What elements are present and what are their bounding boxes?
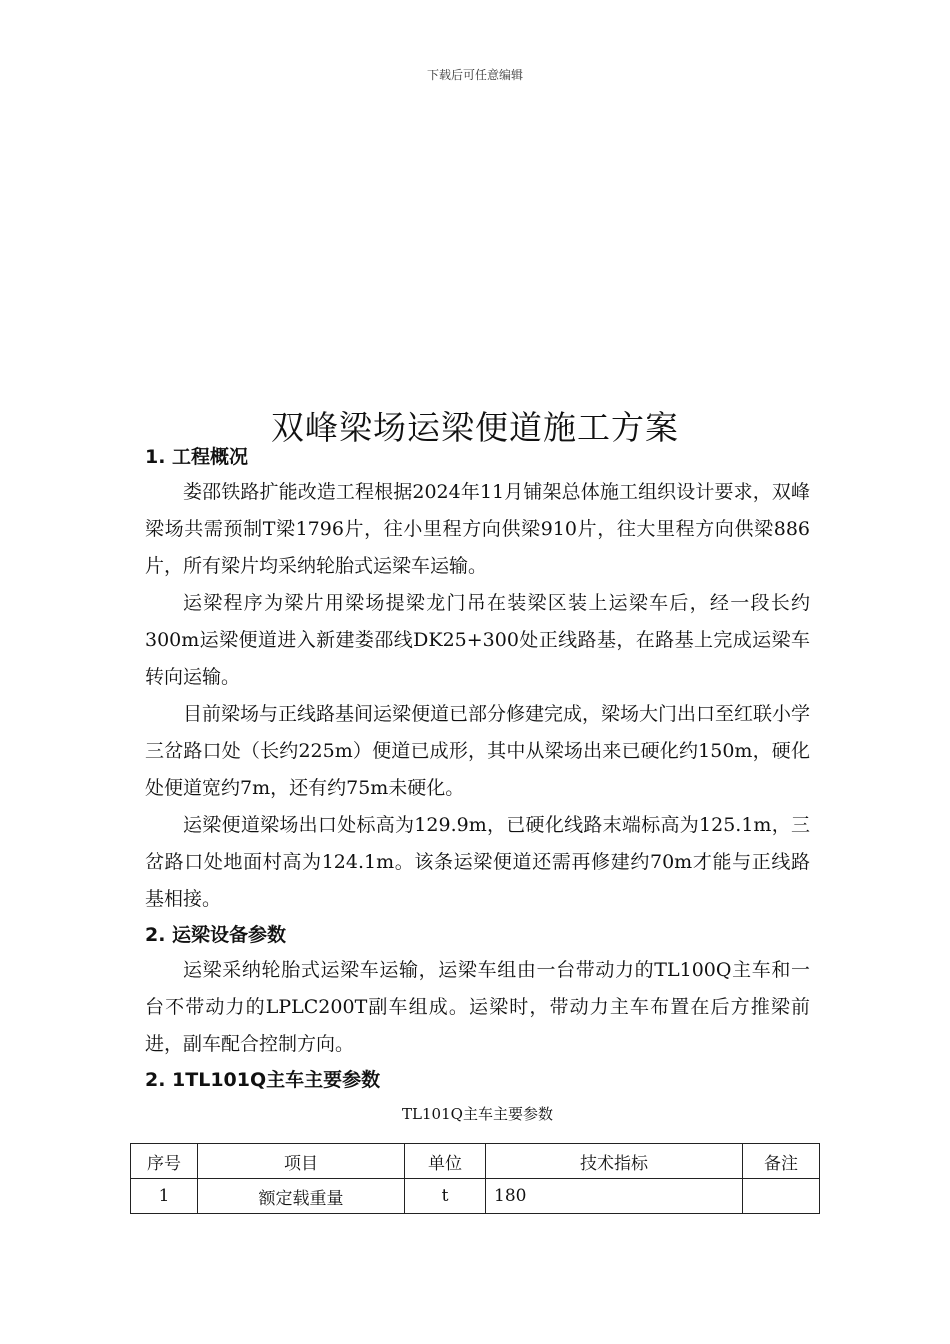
section-heading-main-vehicle: 2. 1TL101Q主车主要参数	[145, 1069, 381, 1091]
table-caption: TL101Q主车主要参数	[402, 1105, 553, 1123]
paragraph: 目前梁场与正线路基间运梁便道已部分修建完成，梁场大门出口至红联小学三岔路口处（长约225m）便道已成形，其中从梁场出来已硬化约150m，硬化处便道宽约7m，还有约75m未硬化。	[145, 703, 811, 799]
paragraph: 运梁采纳轮胎式运梁车运输，运梁车组由一台带动力的TL100Q主车和一台不带动力的LPLC200T副车组成。运梁时，带动力主车布置在后方推梁前进，副车配合控制方向。	[145, 959, 810, 1055]
column-header-item: 项目	[198, 1144, 405, 1179]
section-heading-equipment: 2. 运梁设备参数	[145, 924, 287, 946]
paragraph: 运梁程序为梁片用梁场提梁龙门吊在装梁区装上运梁车后，经一段长约300m运梁便道进入新建娄邵线DK25+300处正线路基，在路基上完成运梁车转向运输。	[145, 592, 810, 688]
cell-spec: 180	[486, 1179, 743, 1214]
page-header: 下载后可任意编辑	[426, 68, 523, 82]
section-heading-overview: 1. 工程概况	[145, 446, 249, 468]
document-title: 双峰梁场运梁便道施工方案	[271, 408, 679, 448]
column-header-spec: 技术指标	[486, 1144, 743, 1179]
table-row	[131, 1179, 820, 1214]
column-header-no: 序号	[131, 1144, 198, 1179]
table-header-row	[131, 1144, 820, 1179]
column-header-remark: 备注	[743, 1144, 820, 1179]
cell-unit: t	[405, 1179, 486, 1214]
paragraph: 运梁便道梁场出口处标高为129.9m，已硬化线路末端标高为125.1m，三岔路口处地面村高为124.1m。该条运梁便道还需再修建约70m才能与正线路基相接。	[145, 814, 810, 910]
document-body	[145, 440, 810, 1135]
paragraph: 娄邵铁路扩能改造工程根据2024年11月铺架总体施工组织设计要求，双峰梁场共需预制T梁1796片，往小里程方向供梁910片，往大里程方向供梁886片，所有梁片均采纳轮胎式运梁车运输。	[145, 481, 810, 577]
cell-remark	[743, 1179, 820, 1214]
cell-item: 额定载重量	[198, 1179, 405, 1214]
parameter-table	[130, 1143, 820, 1214]
cell-no: 1	[131, 1179, 198, 1214]
column-header-unit: 单位	[405, 1144, 486, 1179]
